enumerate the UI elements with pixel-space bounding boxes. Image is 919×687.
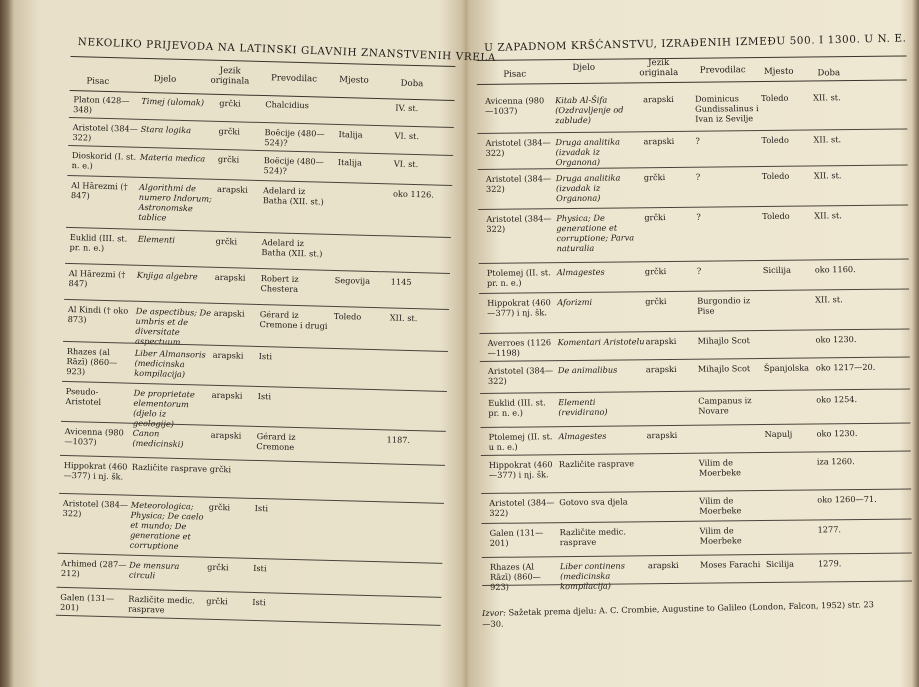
cell-doba: XII. st.	[815, 294, 843, 305]
cell-prevodilac: ?	[695, 135, 700, 146]
cell-doba: XII. st.	[389, 312, 418, 324]
cell-djelo: Elementi	[137, 233, 176, 245]
cell-djelo: Stara logika	[140, 123, 192, 136]
cell-prevodilac: Isti	[252, 596, 266, 608]
cell-jezik: arapski	[216, 183, 248, 195]
table-row	[64, 304, 449, 347]
cell-jezik: arapski	[647, 559, 679, 571]
cell-prevodilac: Boëcije (480—524)?	[263, 155, 324, 176]
header-top-rule	[477, 55, 907, 61]
cell-pisac: Aristotel (384—322)	[485, 137, 551, 158]
cell-djelo: Gotovo sva djela	[559, 496, 628, 508]
cell-doba: VI. st.	[394, 130, 420, 142]
cell-doba: XII. st.	[812, 92, 841, 103]
cell-prevodilac: ?	[696, 265, 702, 276]
cell-mjesto: Napulj	[764, 428, 793, 440]
header-prevodilac: Prevodilac	[270, 73, 318, 85]
cell-doba: 1277.	[817, 524, 842, 535]
table-row	[480, 333, 910, 358]
cell-mjesto: Toledo	[760, 92, 789, 104]
cell-jezik: arapski	[214, 271, 246, 283]
cell-pisac: Aristotel (384—322)	[485, 173, 552, 194]
cell-pisac: Hippokrat (460—377) i nj. šk.	[63, 459, 128, 482]
cell-jezik: arapski	[212, 349, 244, 361]
cell-jezik: grčki	[643, 172, 666, 183]
table-row	[480, 361, 910, 386]
cell-doba: oko 1230.	[816, 428, 858, 439]
cell-pisac: Al Kindi († oko 873)	[67, 304, 129, 325]
cell-doba	[389, 354, 439, 355]
cell-prevodilac: Isti	[253, 562, 267, 574]
table-row	[478, 169, 908, 204]
cell-djelo: Liber continens (medicinska kompilacija)	[559, 560, 625, 592]
cell-jezik: arapski	[643, 135, 675, 147]
header-jezik: Jezik originala	[639, 57, 679, 79]
cell-doba	[392, 240, 442, 241]
cell-pisac: Dioskorid (I. st. n. e.)	[71, 150, 137, 171]
cell-prevodilac: Gérard iz Cremone i drugi	[259, 309, 328, 331]
cell-djelo: Almagestes	[556, 266, 605, 278]
cell-mjesto	[329, 505, 379, 506]
cell-mjesto: Toledo	[761, 134, 789, 146]
cell-djelo: Komentari Aristotelu	[557, 336, 645, 348]
cell-prevodilac: Gérard iz Cremone	[256, 430, 296, 452]
cell-jezik: arapski	[645, 363, 677, 375]
cell-pisac: Aristotel (384—322)	[62, 497, 129, 519]
cell-jezik: arapski	[645, 335, 677, 347]
source-note	[482, 599, 882, 630]
cell-prevodilac: Isti	[254, 502, 269, 514]
cell-djelo: Druga analitika (izvadak iz Organona)	[555, 172, 621, 204]
cell-pisac: Platon (428—348)	[73, 94, 130, 115]
cell-pisac: Aristotel (384—322)	[487, 365, 554, 386]
cell-doba	[383, 566, 433, 567]
table-row	[478, 209, 908, 254]
cell-djelo: Knjiga algebre	[136, 269, 198, 282]
cell-mjesto	[332, 393, 382, 394]
cell-djelo: Meteorologica; Physica; De caelo et mundo; De generatione et corruptione	[129, 499, 204, 551]
cell-prevodilac: Vilim de Moerbeke	[699, 525, 742, 546]
cell-djelo: Različite medic. rasprave	[127, 593, 195, 615]
header-doba: Doba	[817, 68, 841, 79]
cell-jezik: grčki	[217, 153, 240, 165]
table-row	[481, 493, 911, 518]
cell-mjesto	[765, 494, 817, 495]
row-divider	[56, 615, 441, 626]
cell-jezik: grčki	[209, 463, 232, 475]
cell-pisac: Euklid (III. st. pr. n. e.)	[488, 397, 546, 418]
cell-doba	[386, 468, 436, 469]
cell-pisac: Al Hārezmi († 847)	[70, 180, 128, 201]
table-row	[63, 345, 448, 380]
cell-prevodilac: Mihajlo Scot	[697, 335, 750, 346]
source-label: Izvor:	[482, 607, 507, 618]
cell-mjesto	[327, 565, 377, 566]
table-row	[480, 393, 910, 418]
cell-jezik: arapski	[211, 389, 243, 401]
table-row	[482, 557, 912, 592]
table-row	[67, 180, 452, 223]
header-prevodilac: Prevodilac	[699, 65, 746, 76]
cell-mjesto: Italija	[338, 129, 363, 140]
table-row	[481, 455, 911, 480]
cell-mjesto	[763, 294, 815, 295]
cell-pisac: Aristotel (384—322)	[489, 497, 555, 518]
cell-pisac: Al Hārezmi († 847)	[68, 268, 126, 289]
cell-prevodilac	[256, 465, 324, 467]
header-bottom-rule	[477, 79, 907, 85]
right-page	[476, 0, 906, 687]
table-row	[65, 268, 450, 295]
cell-prevodilac: ?	[696, 211, 701, 222]
cell-pisac: Rhazes (Al Rāzī) (860—923)	[489, 561, 541, 592]
cell-djelo: Almagestes	[558, 430, 607, 442]
cell-jezik: grčki	[644, 266, 667, 277]
cell-djelo: Elementi (revidirano)	[558, 396, 608, 418]
cell-djelo: Materia medica	[139, 151, 206, 164]
cell-djelo: Različite medic. rasprave	[559, 526, 627, 548]
cell-doba: IV. st.	[395, 102, 419, 114]
cell-jezik: grčki	[206, 595, 228, 607]
cell-prevodilac	[699, 429, 767, 430]
cell-doba	[388, 394, 438, 395]
cell-doba: XII. st.	[813, 170, 842, 181]
cell-doba: VI. st.	[393, 158, 419, 170]
cell-jezik: arapski	[213, 307, 245, 319]
cell-mjesto: Italija	[337, 157, 363, 168]
cell-djelo: Canon (medicinski)	[132, 427, 184, 450]
cell-doba: 1279.	[817, 558, 842, 569]
cell-doba: 1145	[390, 276, 412, 287]
cell-djelo: Algorithmi de numero Indorum; Astronomske tablice	[138, 181, 212, 223]
cell-prevodilac: Vilim de Moerbeke	[698, 457, 741, 478]
right-page-title: U ZAPADNOM KRŠĆANSTVU, IZRAĐENIH IZMEĐU 500. I 1300. U N. E.	[484, 32, 907, 54]
cell-doba	[382, 600, 432, 601]
cell-prevodilac: ?	[695, 171, 701, 182]
cell-mjesto	[333, 353, 383, 354]
cell-mjesto	[331, 433, 381, 434]
cell-prevodilac: Dominicus Gundissalinus i Ivan iz Sevilje	[694, 93, 759, 124]
cell-mjesto: Segovija	[334, 274, 371, 286]
cell-prevodilac: Campanus iz Novare	[698, 395, 752, 416]
cell-pisac: Hippokrat (460—377) i nj. šk.	[488, 459, 553, 480]
table-row	[59, 497, 444, 551]
cell-doba: 1187.	[386, 434, 411, 445]
cell-pisac: Aristotel (384—322)	[72, 122, 139, 143]
cell-mjesto: Sicilija	[762, 264, 791, 276]
cell-jezik: arapski	[646, 429, 678, 441]
cell-mjesto: Toledo	[761, 170, 790, 182]
cell-prevodilac: Mihajlo Scot	[697, 363, 751, 374]
table-row	[66, 232, 451, 259]
cell-mjesto	[764, 334, 816, 335]
table-row	[60, 459, 445, 482]
table-row	[61, 425, 446, 452]
cell-prevodilac: Isti	[257, 390, 272, 402]
cell-jezik: grčki	[207, 561, 229, 573]
cell-djelo: De aspectibus; De umbris et de diversitate aspectuum	[134, 305, 212, 347]
cell-mjesto	[330, 467, 380, 468]
cell-mjesto: Sicilija	[765, 558, 795, 569]
cell-mjesto	[326, 599, 376, 600]
table-row	[479, 293, 909, 318]
cell-prevodilac: Isti	[258, 351, 273, 362]
cell-pisac: Galen (131—201)	[489, 527, 544, 548]
cell-djelo: De mensura circuli	[128, 559, 180, 581]
cell-pisac: Arhimed (287—212)	[60, 557, 127, 579]
cell-doba: oko 1260—71.	[817, 493, 877, 505]
cell-djelo: Physica; De generatione et corruptione; Parva naturalia	[556, 212, 635, 254]
cell-prevodilac: Boëcije (480—524)?	[264, 127, 325, 148]
cell-jezik: grčki	[644, 212, 666, 223]
cell-doba: oko 1160.	[814, 264, 856, 275]
header-jezik: Jezik originala	[210, 65, 250, 87]
cell-mjesto	[764, 394, 816, 395]
cell-mjesto: Toledo	[762, 210, 790, 222]
cell-doba: XII. st.	[814, 210, 842, 221]
cell-djelo: Različite rasprave	[131, 461, 208, 474]
table-row	[57, 591, 442, 615]
left-page-title: NEKOLIKO PRIJEVODA NA LATINSKI GLAVNIH ZNANSTVENIH VRELA	[77, 36, 497, 65]
cell-prevodilac: Adelard iz Batha (XII. st.)	[262, 185, 324, 207]
cell-mjesto	[765, 456, 817, 457]
cell-prevodilac: Vilim de Moerbeke	[699, 495, 742, 516]
cell-pisac: Hippokrat (460—377) i nj. šk.	[487, 297, 551, 318]
header-mjesto: Mjesto	[339, 75, 369, 86]
cell-prevodilac: Moses Farachi	[699, 559, 761, 570]
cell-jezik: grčki	[218, 125, 241, 137]
cell-pisac: Pseudo-Aristotel	[65, 385, 102, 407]
cell-pisac: Ptolemej (II. st. u n. e.)	[488, 431, 553, 452]
cell-mjesto: Toledo	[333, 310, 362, 322]
header-pisac: Pisac	[503, 69, 527, 80]
table-row	[482, 523, 912, 548]
cell-djelo: De animalibus	[557, 364, 618, 376]
cell-doba: oko 1126.	[392, 188, 435, 200]
cell-mjesto: Španjolska	[763, 362, 810, 374]
cell-djelo: Kitab Al-Šifa (Ozdravljenje od zablude)	[555, 94, 624, 126]
cell-prevodilac: Chalcidius	[265, 99, 310, 111]
cell-doba: oko 1254.	[816, 394, 858, 405]
cell-jezik: grčki	[219, 97, 241, 109]
cell-djelo: Različite rasprave	[558, 458, 635, 470]
cell-prevodilac: Adelard iz Batha (XII. st.)	[261, 237, 323, 259]
cell-djelo: Druga analitika (izvadak iz Organona)	[555, 136, 621, 168]
table-row	[57, 557, 442, 581]
cell-doba: oko 1230.	[815, 334, 857, 345]
cell-doba: XII. st.	[813, 134, 842, 145]
source-text: Sažetak prema djelu: A. C. Crombie, Augustine to Galileo (London, Falcon, 1952) str. 23—30.	[482, 599, 874, 629]
header-djelo: Djelo	[153, 74, 177, 85]
cell-pisac: Avicenna (980—1037)	[485, 95, 545, 116]
table-row	[69, 122, 454, 148]
cell-jezik: grčki	[215, 235, 238, 247]
cell-mjesto	[336, 239, 386, 240]
table-row	[68, 150, 453, 176]
cell-pisac: Galen (131—201)	[59, 591, 115, 613]
cell-jezik: grčki	[208, 501, 231, 513]
cell-pisac: Aristotel (384—322)	[486, 213, 552, 234]
cell-doba: iza 1260.	[816, 456, 855, 467]
cell-mjesto	[337, 187, 387, 188]
table-row	[481, 427, 911, 452]
cell-pisac: Averroes (1126—1198)	[487, 337, 552, 358]
cell-prevodilac: Robert iz Chestera	[260, 273, 299, 295]
table-row	[477, 133, 907, 168]
header-doba: Doba	[400, 78, 424, 90]
table-row	[479, 263, 909, 288]
table-row	[62, 385, 447, 429]
cell-djelo: De proprietate elementorum (djelo iz geologije)	[132, 387, 195, 429]
cell-doba	[385, 506, 435, 507]
cell-doba: oko 1217—20.	[815, 361, 876, 373]
cell-pisac: Euklid (III. st. pr. n. e.)	[69, 232, 128, 253]
cell-djelo: Timej (ulomak)	[141, 95, 205, 108]
cell-pisac: Avicenna (980—1037)	[64, 425, 124, 447]
cell-pisac: Ptolemej (II. st. pr. n. e.)	[486, 267, 551, 288]
cell-djelo: Liber Almansoris (medicinska kompilacija)	[134, 347, 206, 380]
cell-prevodilac: Burgondio iz Pise	[697, 295, 751, 316]
cell-jezik: grčki	[645, 296, 667, 307]
cell-pisac: Rhazes (al Rāzī) (860—923)	[66, 345, 118, 377]
row-divider	[480, 388, 910, 394]
cell-mjesto	[766, 524, 818, 525]
cell-jezik: arapski	[642, 93, 674, 105]
cell-djelo: Aforizmi	[557, 296, 593, 308]
header-mjesto: Mjesto	[763, 66, 794, 77]
header-djelo: Djelo	[572, 62, 596, 73]
cell-jezik: arapski	[210, 429, 242, 441]
header-pisac: Pisac	[86, 76, 110, 88]
